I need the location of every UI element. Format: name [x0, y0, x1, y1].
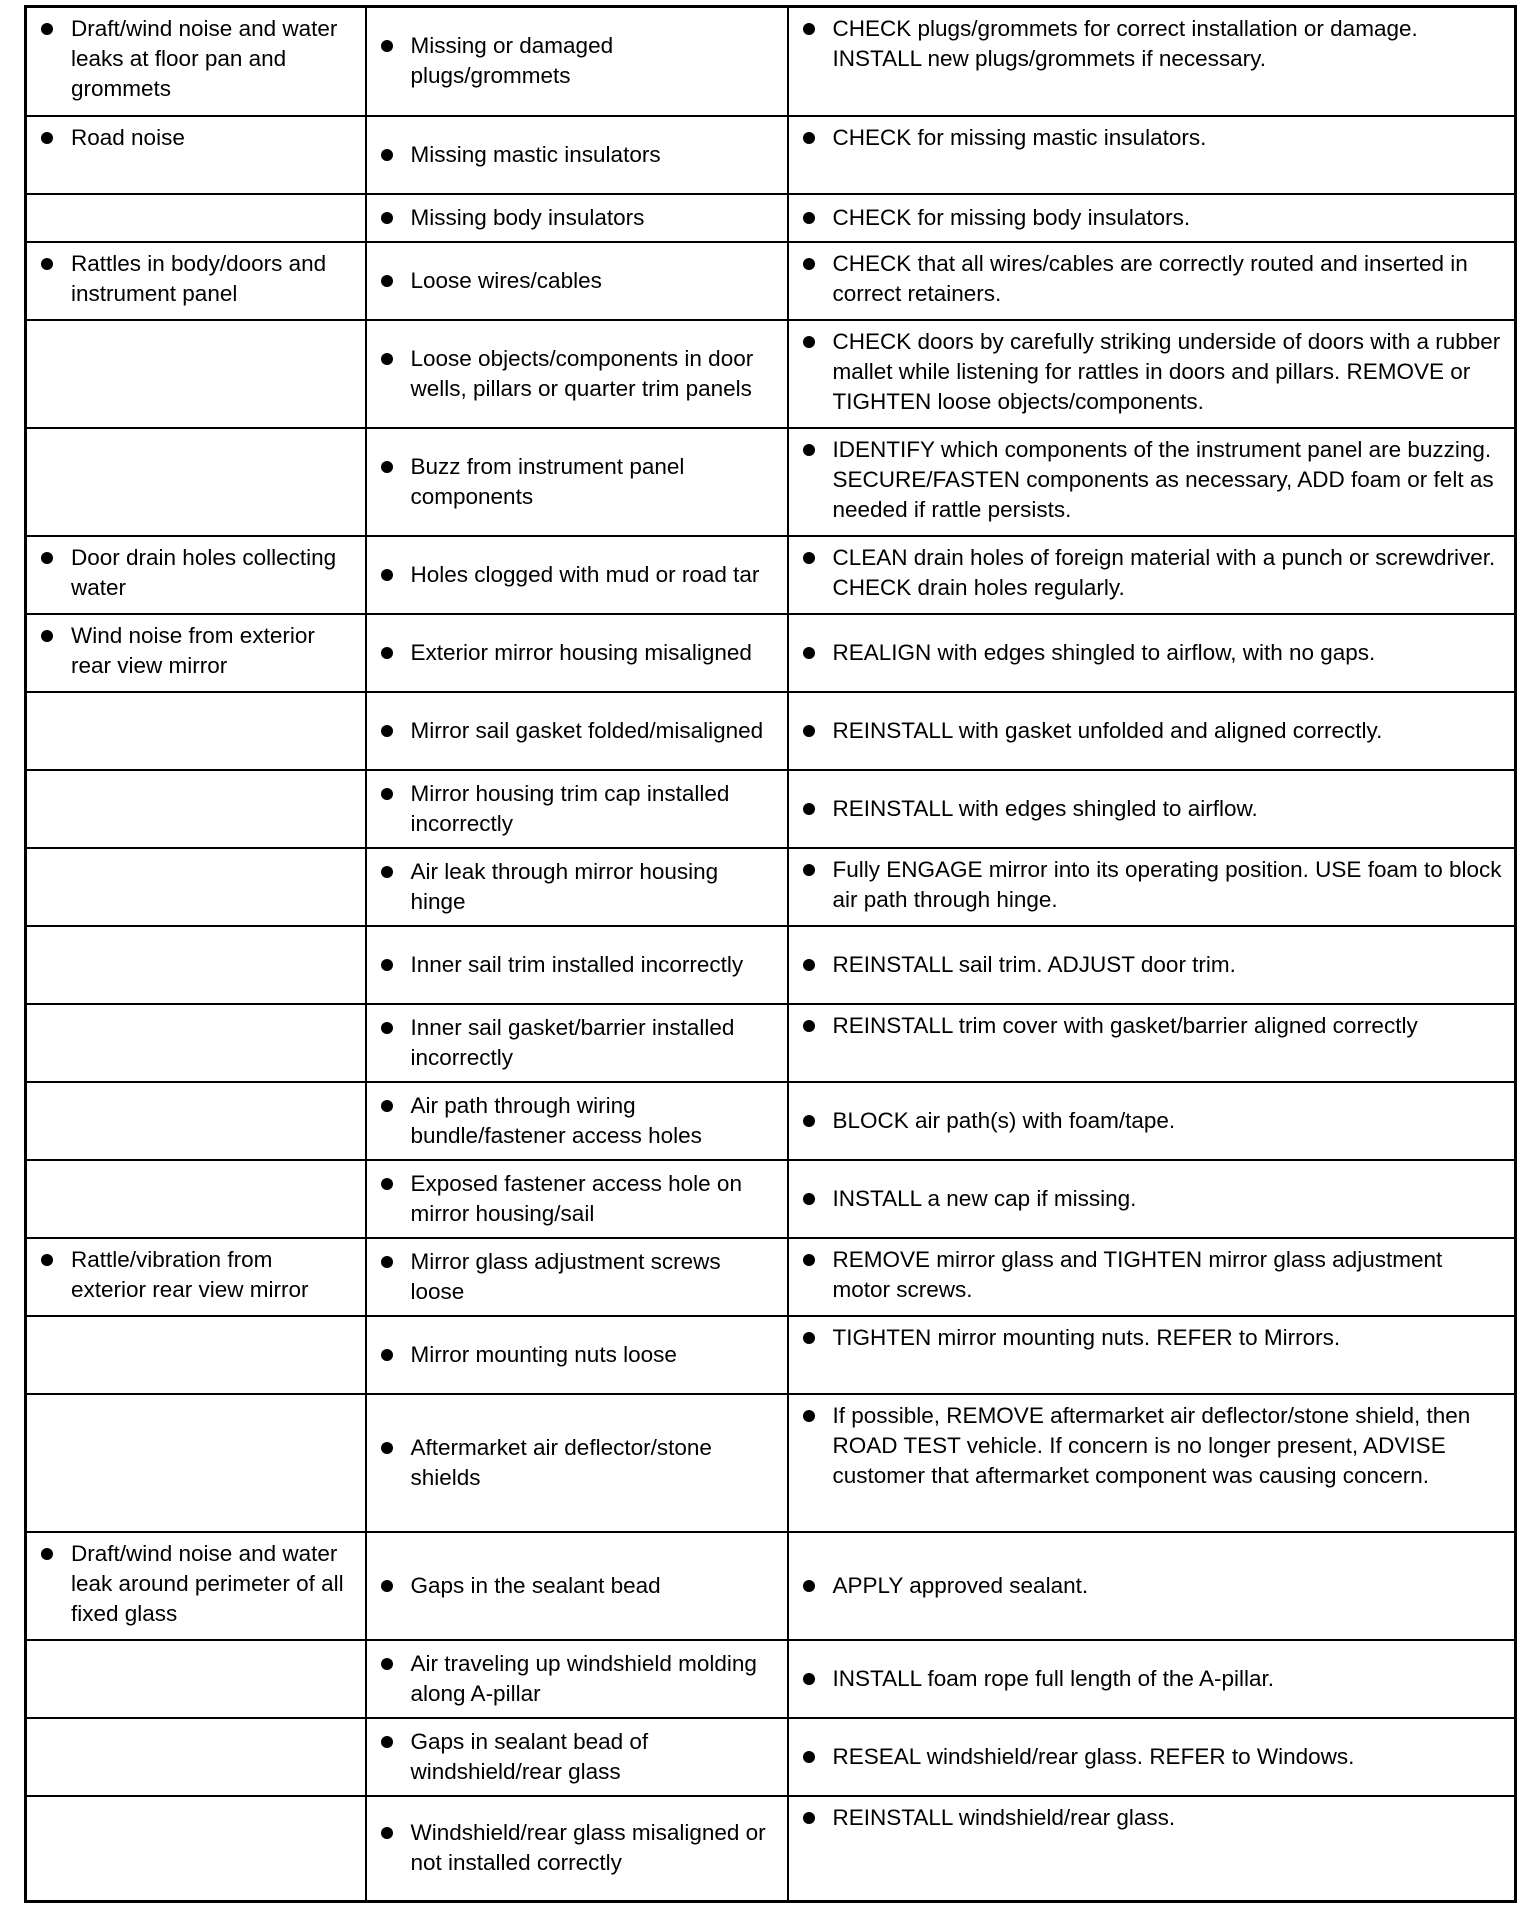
action-cell — [788, 1640, 1516, 1718]
bullet-item — [789, 543, 1503, 603]
bullet-item — [367, 31, 775, 91]
condition-cell-text: Draft/wind noise and water leak around perimeter of all fixed glass — [71, 1540, 344, 1626]
bullet-icon — [803, 1751, 815, 1763]
bullet-item — [789, 1245, 1503, 1305]
cause-cell-text: Inner sail gasket/barrier installed incorrectly — [410, 1014, 735, 1070]
action-cell — [788, 692, 1516, 770]
bullet-item — [789, 327, 1503, 417]
bullet-icon — [381, 959, 393, 971]
action-cell — [788, 1394, 1516, 1532]
bullet-item — [367, 638, 775, 668]
action-cell-text: TIGHTEN mirror mounting nuts. REFER to Mirrors. — [832, 1324, 1341, 1350]
bullet-icon — [381, 788, 393, 800]
bullet-item — [367, 1433, 775, 1493]
bullet-item — [789, 435, 1503, 525]
table-row — [26, 428, 1516, 536]
action-cell — [788, 1316, 1516, 1394]
table-row — [26, 320, 1516, 428]
action-cell — [788, 536, 1516, 614]
action-cell — [788, 848, 1516, 926]
bullet-item — [789, 14, 1503, 74]
condition-cell — [26, 7, 366, 116]
action-cell-text: INSTALL foam rope full length of the A-pillar. — [832, 1665, 1274, 1691]
action-cell — [788, 926, 1516, 1004]
bullet-icon — [803, 212, 815, 224]
condition-cell-text: Road noise — [71, 124, 185, 150]
cause-cell — [366, 1796, 788, 1902]
condition-cell — [26, 1004, 366, 1082]
bullet-icon — [381, 149, 393, 161]
condition-cell — [26, 242, 366, 320]
bullet-icon — [381, 212, 393, 224]
table-row — [26, 614, 1516, 692]
cause-cell — [366, 614, 788, 692]
condition-cell — [26, 848, 366, 926]
bullet-icon — [41, 23, 53, 35]
bullet-icon — [803, 444, 815, 456]
action-cell-text: CHECK plugs/grommets for correct installation or damage. INSTALL new plugs/grommets if necessary. — [832, 16, 1418, 71]
condition-cell — [26, 1640, 366, 1718]
cause-cell — [366, 194, 788, 242]
bullet-icon — [803, 1254, 815, 1266]
table-row — [26, 7, 1516, 116]
condition-cell — [26, 770, 366, 848]
table-row — [26, 242, 1516, 320]
bullet-item — [27, 14, 353, 104]
bullet-item — [367, 1169, 775, 1229]
bullet-item — [367, 140, 775, 170]
table-row — [26, 1796, 1516, 1902]
condition-cell — [26, 1238, 366, 1316]
cause-cell-text: Loose objects/components in door wells, pillars or quarter trim panels — [410, 345, 754, 401]
action-cell-text: CLEAN drain holes of foreign material with a punch or screwdriver. CHECK drain holes regularly. — [832, 544, 1496, 600]
table-body — [26, 7, 1516, 1902]
cause-cell-text: Gaps in sealant bead of windshield/rear glass — [410, 1728, 649, 1784]
bullet-item — [27, 123, 353, 153]
table-row — [26, 1532, 1516, 1640]
action-cell — [788, 1718, 1516, 1796]
condition-cell-text: Rattle/vibration from exterior rear view mirror — [71, 1246, 309, 1302]
condition-cell — [26, 1082, 366, 1160]
cause-cell — [366, 926, 788, 1004]
bullet-icon — [41, 1254, 53, 1266]
action-cell-text: INSTALL a new cap if missing. — [832, 1185, 1137, 1211]
condition-cell — [26, 692, 366, 770]
bullet-icon — [41, 552, 53, 564]
cause-cell-text: Buzz from instrument panel components — [410, 453, 685, 509]
bullet-item — [789, 1803, 1503, 1833]
bullet-item — [367, 1247, 775, 1307]
condition-cell-text: Wind noise from exterior rear view mirror — [71, 622, 315, 678]
bullet-icon — [803, 1812, 815, 1824]
table-row — [26, 536, 1516, 614]
bullet-item — [27, 1539, 353, 1629]
table-row — [26, 1004, 1516, 1082]
table-row — [26, 116, 1516, 194]
action-cell-text: BLOCK air path(s) with foam/tape. — [832, 1107, 1176, 1133]
condition-cell — [26, 1160, 366, 1238]
condition-cell — [26, 1532, 366, 1640]
table-row — [26, 1160, 1516, 1238]
action-cell — [788, 320, 1516, 428]
bullet-item — [789, 1664, 1503, 1694]
bullet-icon — [381, 1178, 393, 1190]
table-row — [26, 1394, 1516, 1532]
bullet-item — [367, 560, 775, 590]
action-cell-text: IDENTIFY which components of the instrument panel are buzzing. SECURE/FASTEN components as necessary, ADD foam or felt as needed if rattle persists. — [832, 436, 1494, 522]
bullet-icon — [803, 725, 815, 737]
action-cell — [788, 428, 1516, 536]
bullet-item — [27, 621, 353, 681]
action-cell-text: CHECK that all wires/cables are correctly routed and inserted in correct retainers. — [832, 250, 1468, 306]
cause-cell — [366, 1004, 788, 1082]
cause-cell — [366, 536, 788, 614]
bullet-icon — [381, 866, 393, 878]
bullet-icon — [381, 647, 393, 659]
cause-cell — [366, 428, 788, 536]
bullet-item — [789, 794, 1503, 824]
bullet-item — [367, 950, 775, 980]
condition-cell-text: Rattles in body/doors and instrument panel — [71, 250, 327, 306]
cause-cell-text: Holes clogged with mud or road tar — [410, 561, 760, 587]
cause-cell-text: Air leak through mirror housing hinge — [410, 858, 719, 914]
cause-cell-text: Mirror mounting nuts loose — [410, 1341, 677, 1367]
cause-cell — [366, 1394, 788, 1532]
bullet-item — [367, 716, 775, 746]
bullet-item — [367, 857, 775, 917]
bullet-icon — [803, 803, 815, 815]
cause-cell-text: Missing mastic insulators — [410, 141, 661, 167]
cause-cell — [366, 242, 788, 320]
bullet-icon — [803, 132, 815, 144]
bullet-icon — [381, 1580, 393, 1592]
bullet-icon — [381, 1827, 393, 1839]
bullet-item — [367, 1571, 775, 1601]
bullet-icon — [803, 336, 815, 348]
action-cell-text: REINSTALL windshield/rear glass. — [832, 1804, 1176, 1830]
action-cell — [788, 1238, 1516, 1316]
action-cell-text: REINSTALL sail trim. ADJUST door trim. — [832, 951, 1236, 977]
bullet-item — [367, 203, 775, 233]
table-row — [26, 1082, 1516, 1160]
bullet-item — [27, 249, 353, 309]
bullet-item — [367, 1727, 775, 1787]
bullet-icon — [803, 1020, 815, 1032]
condition-cell — [26, 536, 366, 614]
bullet-icon — [381, 1736, 393, 1748]
cause-cell-text: Loose wires/cables — [410, 267, 602, 293]
bullet-item — [789, 1571, 1503, 1601]
cause-cell — [366, 320, 788, 428]
bullet-item — [367, 1649, 775, 1709]
cause-cell — [366, 1718, 788, 1796]
action-cell — [788, 614, 1516, 692]
bullet-icon — [381, 569, 393, 581]
bullet-icon — [41, 1548, 53, 1560]
action-cell — [788, 1796, 1516, 1902]
bullet-icon — [381, 40, 393, 52]
cause-cell — [366, 848, 788, 926]
bullet-icon — [803, 1580, 815, 1592]
bullet-item — [789, 638, 1503, 668]
cause-cell-text: Air traveling up windshield molding along A-pillar — [410, 1650, 757, 1706]
action-cell-text: REINSTALL trim cover with gasket/barrier aligned correctly — [832, 1012, 1418, 1038]
bullet-icon — [381, 1349, 393, 1361]
cause-cell-text: Mirror sail gasket folded/misaligned — [410, 717, 764, 743]
condition-cell — [26, 614, 366, 692]
cause-cell-text: Windshield/rear glass misaligned or not installed correctly — [410, 1820, 766, 1876]
bullet-item — [789, 950, 1503, 980]
bullet-item — [789, 1184, 1503, 1214]
table-row — [26, 848, 1516, 926]
condition-cell — [26, 1316, 366, 1394]
cause-cell-text: Missing or damaged plugs/grommets — [410, 33, 614, 89]
action-cell-text: REINSTALL with edges shingled to airflow. — [832, 795, 1258, 821]
table-row — [26, 1316, 1516, 1394]
bullet-item — [367, 266, 775, 296]
bullet-item — [789, 249, 1503, 309]
bullet-item — [367, 1091, 775, 1151]
condition-cell — [26, 194, 366, 242]
cause-cell — [366, 692, 788, 770]
condition-cell — [26, 1718, 366, 1796]
cause-cell-text: Inner sail trim installed incorrectly — [410, 951, 744, 977]
cause-cell-text: Air path through wiring bundle/fastener access holes — [410, 1092, 702, 1148]
action-cell — [788, 770, 1516, 848]
bullet-icon — [803, 1193, 815, 1205]
action-cell-text: CHECK doors by carefully striking underside of doors with a rubber mallet while listening for rattles in doors and pillars. REMOVE or TIGHTEN loose objects/components. — [832, 328, 1501, 414]
bullet-icon — [381, 1256, 393, 1268]
action-cell-text: CHECK for missing mastic insulators. — [832, 124, 1207, 150]
bullet-icon — [41, 630, 53, 642]
bullet-item — [367, 1818, 775, 1878]
bullet-icon — [41, 132, 53, 144]
bullet-item — [27, 543, 353, 603]
bullet-icon — [381, 353, 393, 365]
action-cell — [788, 1004, 1516, 1082]
cause-cell-text: Gaps in the sealant bead — [410, 1572, 661, 1598]
cause-cell — [366, 7, 788, 116]
bullet-item — [789, 1742, 1503, 1772]
table-row — [26, 692, 1516, 770]
bullet-icon — [381, 1658, 393, 1670]
bullet-icon — [381, 461, 393, 473]
bullet-icon — [803, 258, 815, 270]
cause-cell — [366, 1532, 788, 1640]
bullet-icon — [803, 647, 815, 659]
condition-cell — [26, 926, 366, 1004]
cause-cell-text: Mirror housing trim cap installed incorrectly — [410, 780, 730, 836]
bullet-item — [789, 123, 1503, 153]
table-row — [26, 926, 1516, 1004]
action-cell-text: REMOVE mirror glass and TIGHTEN mirror glass adjustment motor screws. — [832, 1246, 1443, 1302]
table-row — [26, 1718, 1516, 1796]
action-cell-text: RESEAL windshield/rear glass. REFER to Windows. — [832, 1743, 1355, 1769]
bullet-icon — [381, 1442, 393, 1454]
condition-cell — [26, 116, 366, 194]
bullet-icon — [803, 1332, 815, 1344]
action-cell — [788, 1532, 1516, 1640]
cause-cell — [366, 1238, 788, 1316]
action-cell — [788, 116, 1516, 194]
bullet-icon — [803, 1410, 815, 1422]
condition-cell-text: Draft/wind noise and water leaks at floor pan and grommets — [71, 16, 338, 101]
table-row — [26, 194, 1516, 242]
cause-cell — [366, 1640, 788, 1718]
bullet-icon — [803, 23, 815, 35]
bullet-icon — [381, 275, 393, 287]
cause-cell — [366, 770, 788, 848]
cause-cell-text: Missing body insulators — [410, 204, 645, 230]
action-cell-text: CHECK for missing body insulators. — [832, 204, 1191, 230]
diagnosis-table — [24, 5, 1517, 1903]
action-cell — [788, 1160, 1516, 1238]
table-row — [26, 1238, 1516, 1316]
action-cell-text: REINSTALL with gasket unfolded and aligned correctly. — [832, 717, 1383, 743]
bullet-item — [27, 1245, 353, 1305]
condition-cell — [26, 428, 366, 536]
bullet-icon — [803, 864, 815, 876]
bullet-icon — [803, 1673, 815, 1685]
bullet-item — [367, 452, 775, 512]
bullet-item — [367, 1340, 775, 1370]
bullet-icon — [803, 552, 815, 564]
cause-cell — [366, 1316, 788, 1394]
condition-cell — [26, 1394, 366, 1532]
table-row — [26, 770, 1516, 848]
bullet-item — [789, 203, 1503, 233]
condition-cell — [26, 1796, 366, 1902]
bullet-icon — [381, 725, 393, 737]
action-cell — [788, 194, 1516, 242]
action-cell — [788, 1082, 1516, 1160]
bullet-item — [789, 1106, 1503, 1136]
action-cell-text: If possible, REMOVE aftermarket air deflector/stone shield, then ROAD TEST vehicle. If concern is no longer present, ADVISE customer that aftermarket component was causing concern. — [832, 1402, 1471, 1488]
bullet-item — [367, 779, 775, 839]
cause-cell-text: Exterior mirror housing misaligned — [410, 639, 752, 665]
bullet-icon — [41, 258, 53, 270]
bullet-item — [789, 1323, 1503, 1353]
bullet-icon — [803, 959, 815, 971]
cause-cell — [366, 1160, 788, 1238]
table-row — [26, 1640, 1516, 1718]
action-cell-text: Fully ENGAGE mirror into its operating position. USE foam to block air path through hinge. — [832, 856, 1502, 912]
bullet-item — [367, 344, 775, 404]
bullet-icon — [381, 1100, 393, 1112]
cause-cell — [366, 1082, 788, 1160]
bullet-icon — [803, 1115, 815, 1127]
condition-cell-text: Door drain holes collecting water — [71, 544, 337, 600]
action-cell-text: APPLY approved sealant. — [832, 1572, 1089, 1598]
cause-cell-text: Mirror glass adjustment screws loose — [410, 1248, 721, 1304]
bullet-item — [789, 1011, 1503, 1041]
bullet-item — [789, 1401, 1503, 1491]
bullet-item — [789, 855, 1503, 915]
bullet-item — [789, 716, 1503, 746]
action-cell-text: REALIGN with edges shingled to airflow, with no gaps. — [832, 639, 1376, 665]
cause-cell-text: Aftermarket air deflector/stone shields — [410, 1434, 712, 1490]
action-cell — [788, 7, 1516, 116]
bullet-item — [367, 1013, 775, 1073]
bullet-icon — [381, 1022, 393, 1034]
action-cell — [788, 242, 1516, 320]
cause-cell — [366, 116, 788, 194]
condition-cell — [26, 320, 366, 428]
cause-cell-text: Exposed fastener access hole on mirror housing/sail — [410, 1170, 742, 1226]
